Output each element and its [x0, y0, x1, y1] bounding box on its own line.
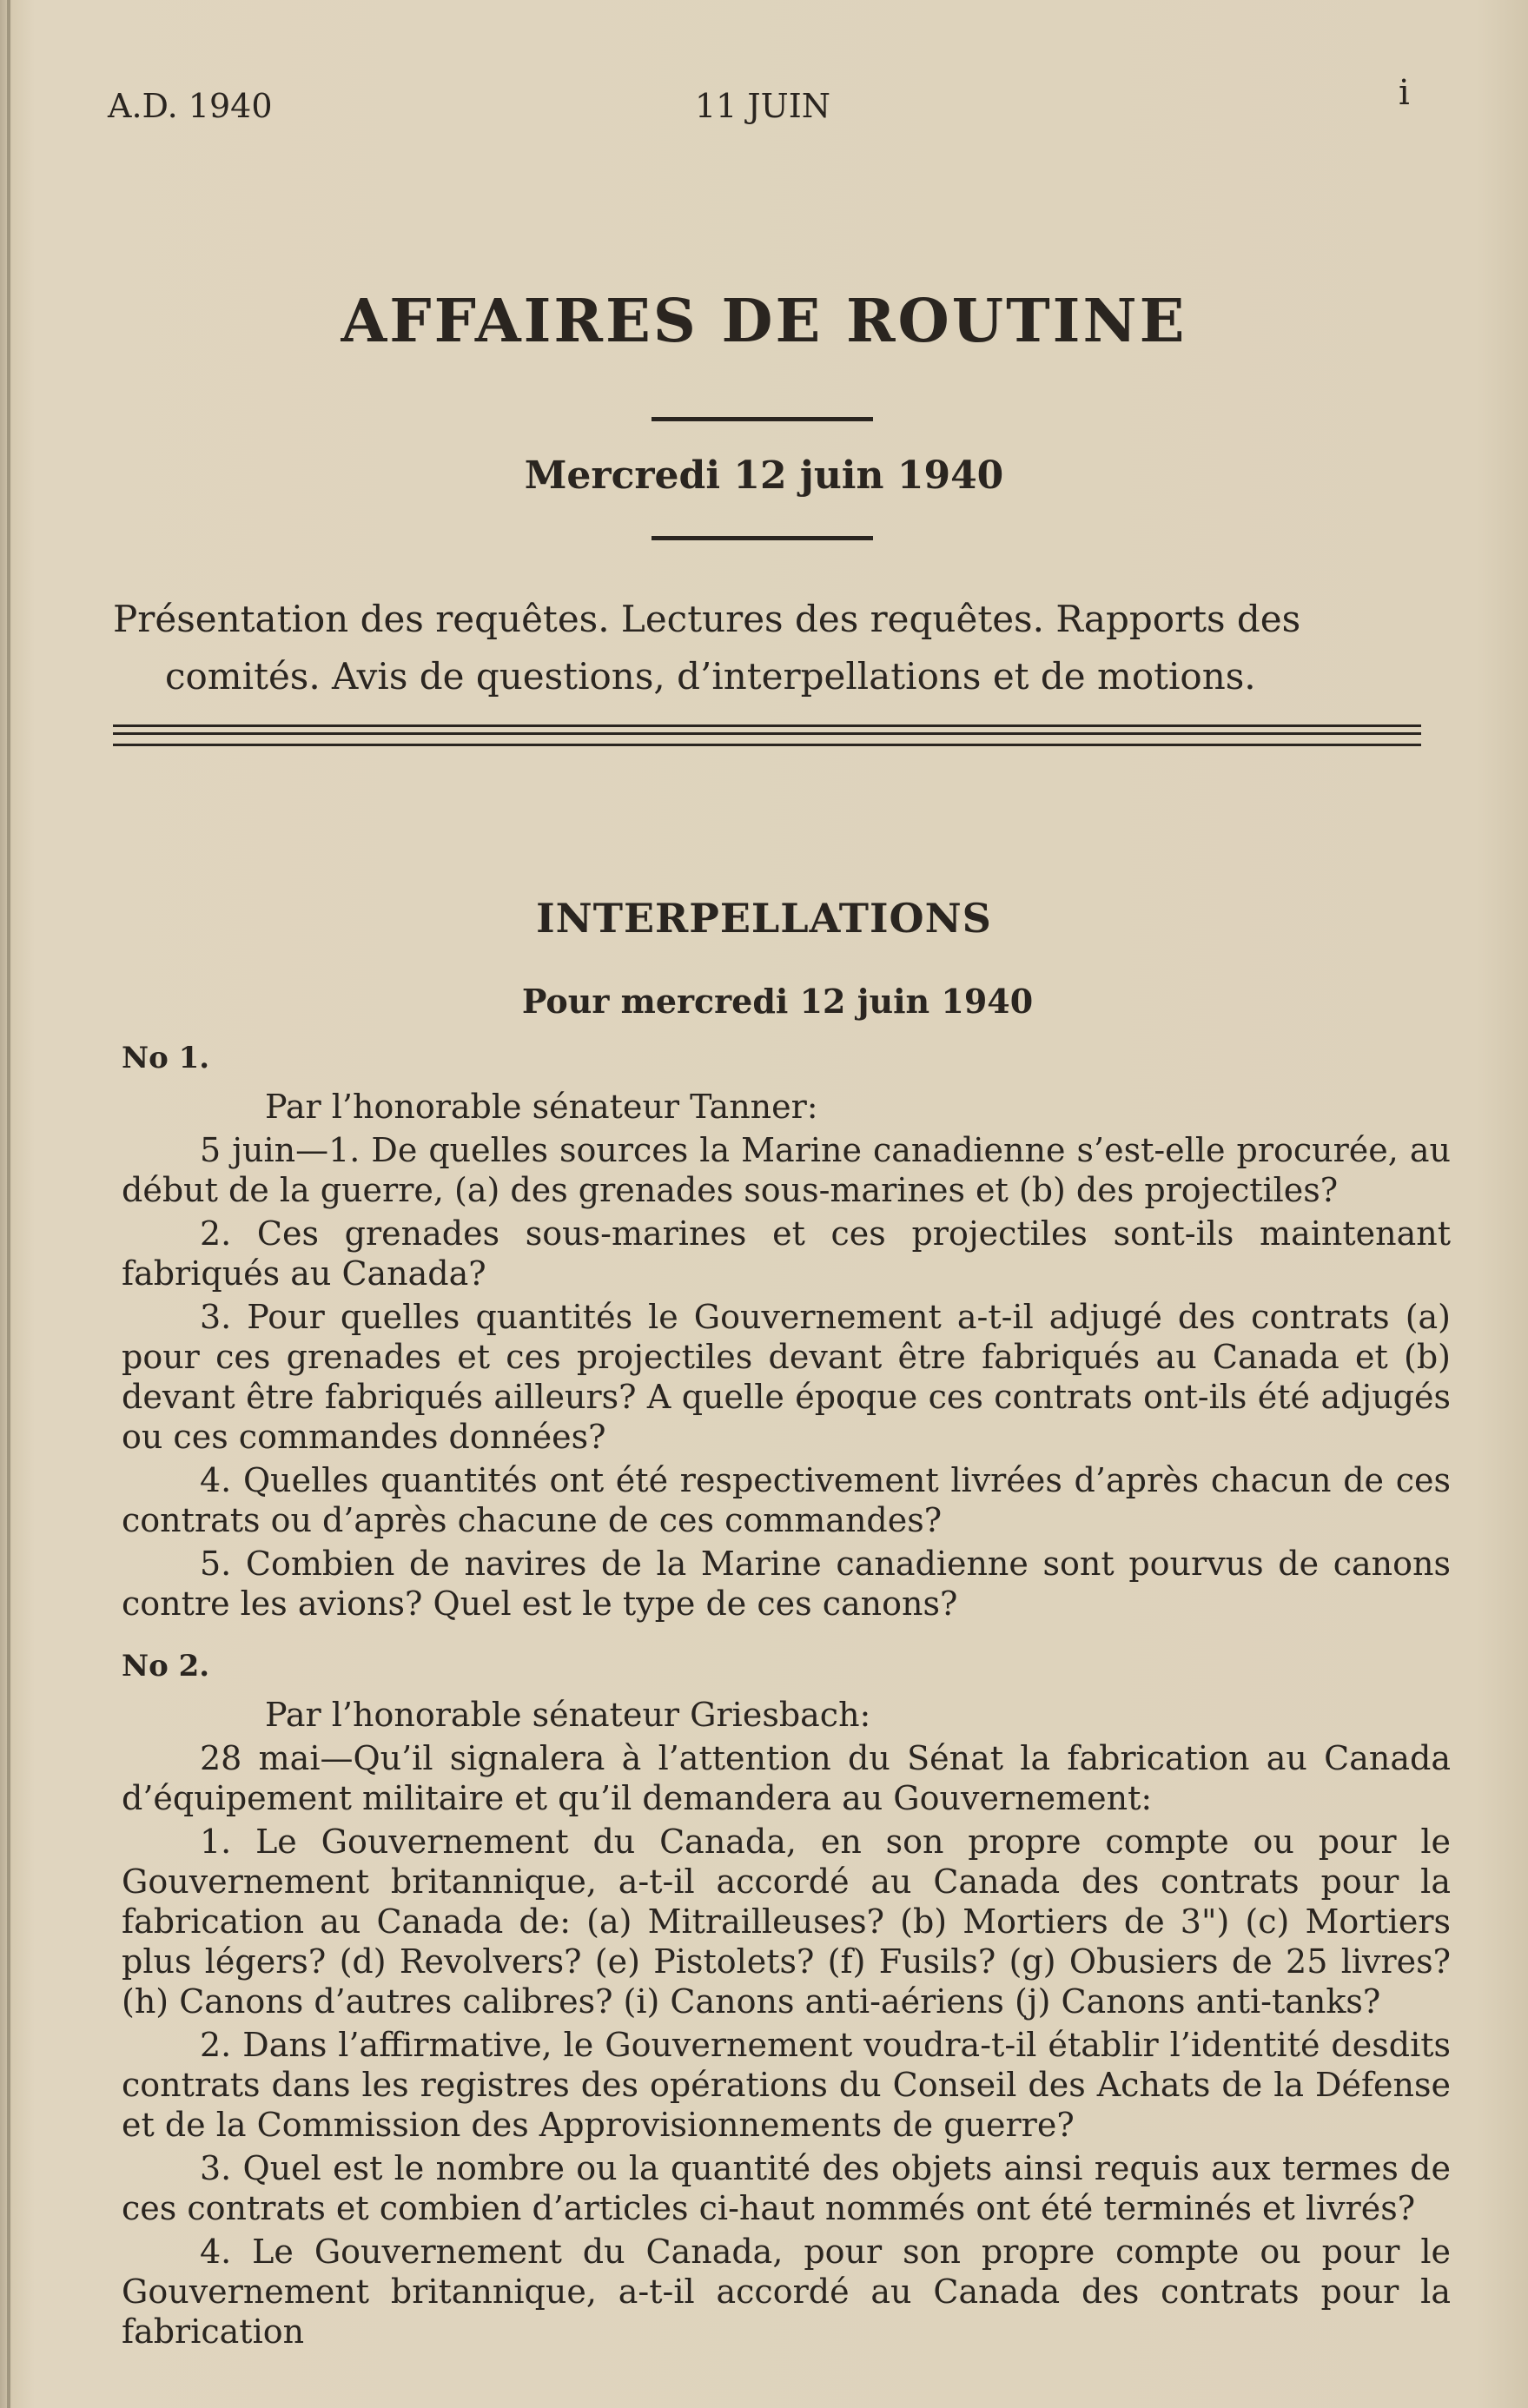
question-author: Par l’honorable sénateur Tanner: — [265, 1088, 818, 1126]
question-number: No 1. — [122, 1041, 210, 1075]
page-title: AFFAIRES DE ROUTINE — [341, 287, 1187, 356]
divider-rule — [113, 744, 1421, 746]
question-number: No 2. — [122, 1649, 210, 1684]
date-rule — [652, 536, 873, 540]
page-number: i — [1399, 73, 1410, 113]
intro-paragraph — [113, 591, 1425, 705]
question-paragraph: 5 juin—1. De quelles sources la Marine canadienne s’est-elle procurée, au début de la guerre, (a) des grenades sous-marines et (b) des projectiles? — [122, 1131, 1451, 1209]
intro-line-2: comités. Avis de questions, d’interpellations et de motions. — [165, 655, 1256, 698]
question-paragraph: 1. Le Gouvernement du Canada, en son propre compte ou pour le Gouvernement britannique, a-t-il accordé au Canada des contrats pour la fabrication au Canada de: (a) Mitrailleuses? (b) Mortiers de 3") (c) Mortiers plus légers? (d) Revolvers? (e) Pistolets? (f) Fusils? (g) Obusiers de 25 livres? (h) Canons d’autres calibres? (i) Canons anti-aériens (j) Canons anti-tanks? — [122, 1823, 1451, 2021]
date-line: Mercredi 12 juin 1940 — [524, 453, 1004, 498]
intro-line-1: Présentation des requêtes. Lectures des requêtes. Rapports des — [113, 598, 1301, 640]
header-year: A.D. 1940 — [108, 87, 273, 125]
question-paragraph: 4. Quelles quantités ont été respectivement livrées d’après chacun de ces contrats ou d’après chacune de ces commandes? — [122, 1461, 1451, 1539]
divider-rule — [113, 724, 1421, 727]
question-block — [122, 1646, 1451, 2355]
question-paragraph: 4. Le Gouvernement du Canada, pour son propre compte ou pour le Gouvernement britannique, a-t-il accordé au Canada des contrats pour la fabrication — [122, 2233, 1451, 2351]
divider-rule — [113, 732, 1421, 735]
section-title: INTERPELLATIONS — [536, 895, 992, 942]
section-subtitle: Pour mercredi 12 juin 1940 — [521, 982, 1034, 1021]
question-paragraph: 2. Ces grenades sous-marines et ces projectiles sont-ils maintenant fabriqués au Canada? — [122, 1214, 1451, 1293]
header-date: 11 JUIN — [695, 87, 830, 125]
title-rule — [652, 417, 873, 421]
question-paragraph: 2. Dans l’affirmative, le Gouvernement voudra-t-il établir l’identité desdits contrats dans les registres des opérations du Conseil des Achats de la Défense et de la Commission des Approvisionnements de guerre? — [122, 2026, 1451, 2144]
question-paragraph: 3. Quel est le nombre ou la quantité des objets ainsi requis aux termes de ces contrats et combien d’articles ci-haut nommés ont été terminés et livrés? — [122, 2149, 1451, 2227]
question-block — [122, 1038, 1451, 1627]
question-paragraph: 28 mai—Qu’il signalera à l’attention du Sénat la fabrication au Canada d’équipement militaire et qu’il demandera au Gouvernement: — [122, 1739, 1451, 1817]
question-paragraph: 5. Combien de navires de la Marine canadienne sont pourvus de canons contre les avions? Quel est le type de ces canons? — [122, 1545, 1451, 1623]
question-paragraph: 3. Pour quelles quantités le Gouvernement a-t-il adjugé des contrats (a) pour ces grenades et ces projectiles devant être fabriqués au Canada et (b) devant être fabriqués ailleurs? A quelle époque ces contrats ont-ils été adjugés ou ces commandes données? — [122, 1298, 1451, 1456]
binding-edge — [7, 0, 10, 2408]
question-author: Par l’honorable sénateur Griesbach: — [265, 1696, 871, 1734]
